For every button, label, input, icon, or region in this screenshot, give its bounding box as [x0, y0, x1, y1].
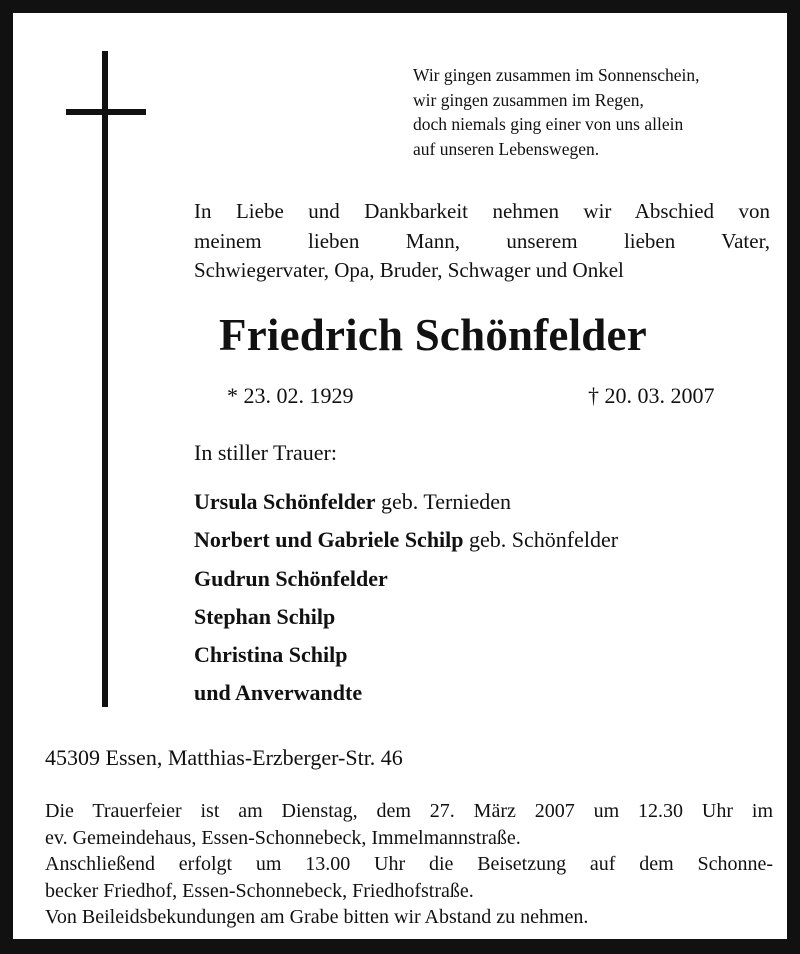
mourner-entry: [194, 598, 618, 636]
mourner-name: und Anverwandte: [194, 680, 363, 706]
mourner-entry: [194, 674, 618, 712]
mourner-name: Christina Schilp: [194, 642, 348, 668]
mourner-entry: [194, 521, 618, 559]
details-line: Anschließend erfolgt um 13.00 Uhr die Beisetzung auf dem Schonne-: [45, 853, 773, 876]
cross-icon-bar: [66, 109, 146, 115]
mourner-suffix: geb. Ternieden: [375, 489, 512, 514]
intro-line: meinem lieben Mann, unserem lieben Vater,: [194, 228, 770, 253]
death-date: † 20. 03. 2007: [588, 383, 715, 408]
poem-line: auf unseren Lebenswegen.: [413, 138, 600, 159]
mourner-name: Norbert und Gabriele Schilp: [194, 527, 464, 553]
cross-icon: [102, 51, 108, 707]
mourner-name: Ursula Schönfelder: [194, 489, 376, 514]
details-line: ev. Gemeindehaus, Essen-Schonnebeck, Immelmannstraße.: [45, 826, 521, 849]
mourning-label: In stiller Trauer:: [194, 440, 337, 465]
mourner-name: Gudrun Schönfelder: [194, 565, 388, 591]
poem-line: doch niemals ging einer von uns allein: [413, 114, 684, 134]
poem-line: wir gingen zusammen im Regen,: [413, 89, 644, 110]
mourner-name: Stephan Schilp: [194, 603, 336, 629]
deceased-name: Friedrich Schönfelder: [219, 310, 647, 360]
funeral-details: [45, 798, 773, 931]
mourners-list: [194, 483, 618, 713]
intro-line: Schwiegervater, Opa, Bruder, Schwager und Onkel: [194, 258, 624, 282]
details-line: becker Friedhof, Essen-Schonnebeck, Friedhofstraße.: [45, 879, 474, 902]
intro-text: [194, 197, 770, 286]
mourner-entry: [194, 636, 618, 674]
mourner-suffix: geb. Schönfelder: [463, 527, 619, 553]
intro-line: In Liebe und Dankbarkeit nehmen wir Abschied von: [194, 199, 770, 223]
mourner-entry: [194, 560, 618, 598]
poem-line: Wir gingen zusammen im Sonnenschein,: [413, 65, 700, 85]
details-line: Von Beileidsbekundungen am Grabe bitten wir Abstand zu nehmen.: [45, 906, 589, 929]
mourner-entry: [194, 483, 618, 521]
poem: [413, 63, 793, 161]
birth-date: * 23. 02. 1929: [227, 383, 354, 408]
address: 45309 Essen, Matthias-Erzberger-Str. 46: [45, 745, 403, 770]
details-line: Die Trauerfeier ist am Dienstag, dem 27. März 2007 um 12.30 Uhr im: [45, 800, 773, 822]
